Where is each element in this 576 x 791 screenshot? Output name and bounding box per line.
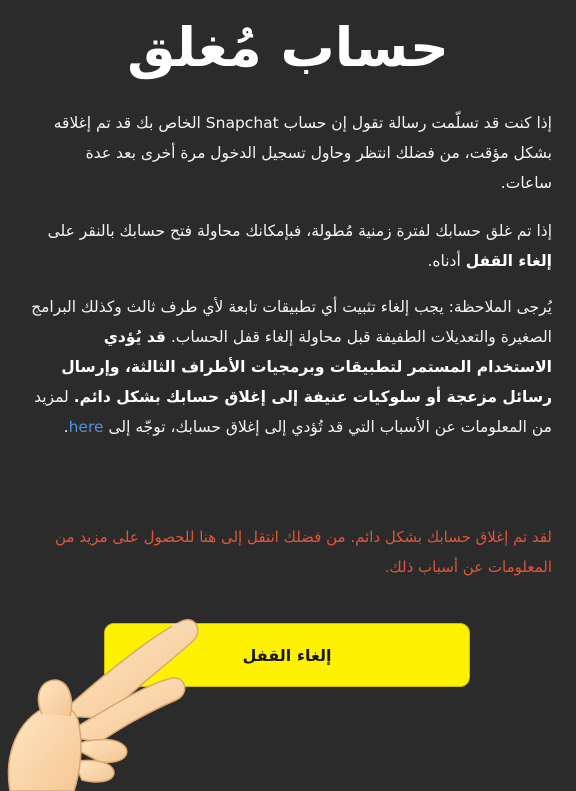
extended-lock-text: إذا تم غلق حسابك لفترة زمنية مُطولة، فبإمكانك محاولة فتح حسابك بالنقر على: [47, 222, 552, 240]
note-text: يُرجى الملاحظة: يجب إلغاء تثبيت أي تطبيقات تابعة لأي طرف ثالث وكذلك البرامج الصغيرة والتعديلات الطفيفة قبل محاولة إلغاء قفل الحساب.: [31, 298, 552, 346]
extended-lock-text-end: أدناه.: [427, 252, 466, 270]
permanent-lock-warning-bold: قد يُؤدي الاستخدام المستمر لتطبيقات وبرمجيات الأطراف الثالثة، وإرسال رسائل مزعجة أو سلوكيات عنيفة إلى إغلاق حسابك بشكل دائم.: [61, 328, 552, 406]
page-title: حساب مُغلق: [127, 16, 449, 79]
note-paragraph: [30, 292, 552, 442]
extended-lock-paragraph: [30, 216, 552, 276]
here-link[interactable]: here: [68, 418, 104, 436]
unlock-button-label: إلغاء القفل: [242, 645, 332, 665]
temporary-lock-paragraph: إذا كنت قد تسلّمت رسالة تقول إن حساب Snapchat الخاص بك قد تم إغلاقه بشكل مؤقت، من فضلك انتظر وحاول تسجيل الدخول مرة أخرى بعد عدة ساعات.: [53, 114, 552, 192]
permanent-lock-warning[interactable]: لقد تم إغلاق حسابك بشكل دائم. من فضلك انتقل إلى هنا للحصول على مزيد من المعلومات عن أسباب ذلك.: [55, 528, 552, 576]
note-end: .: [63, 418, 69, 436]
note-more-info-text: لمزيد من المعلومات عن الأسباب التي قد تُؤدي إلى إغلاق حسابك، توجّه إلى: [34, 388, 552, 436]
unlock-emphasis: إلغاء القفل: [465, 252, 552, 270]
pointing-hand-icon: [0, 596, 200, 791]
